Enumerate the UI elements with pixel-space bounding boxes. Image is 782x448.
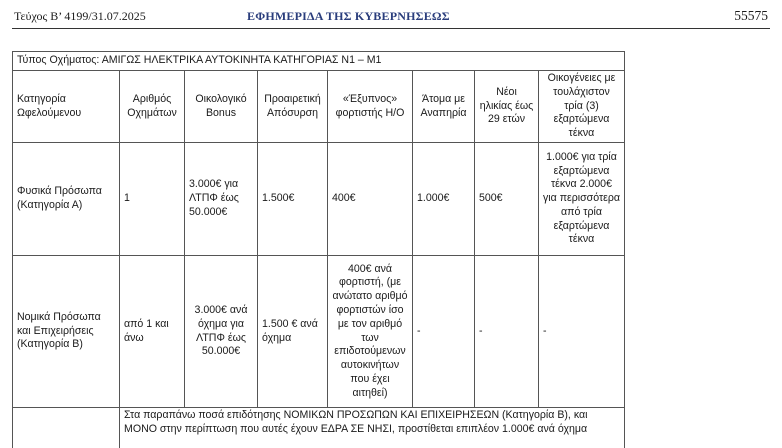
note-line: ΜΟΝΟ στην περίπτωση που αυτές έχουν ΕΔΡΑ ΣΕ ΝΗΣΙ, προστίθεται επιπλέον 1.000€ ανά όχημα <box>124 422 588 435</box>
charger-cell: 400€ <box>328 143 413 256</box>
subsidy-table <box>12 51 625 448</box>
table-row <box>13 143 625 256</box>
charger-cell: 400€ ανά φορτιστή, (με ανώτατο αριθμό φορτιστών ίσο με τον αριθμό των επιδοτούμενων αυτοκινήτων που έχει αιτηθεί) <box>328 256 413 408</box>
disability-cell: 1.000€ <box>413 143 475 256</box>
vehicles-cell: από 1 και άνω <box>120 256 185 408</box>
scrappage-cell: 1.500 € ανά όχημα <box>258 256 328 408</box>
note-row <box>13 408 625 448</box>
scrappage-cell: 1.500€ <box>258 143 328 256</box>
disability-cell: - <box>413 256 475 408</box>
bonus-cell: 3.000€ ανά όχημα για ΛΤΠΦ έως 50.000€ <box>185 256 258 408</box>
page-number: 55575 <box>734 8 768 23</box>
header-rule <box>12 28 770 29</box>
column-header: Προαιρετική Απόσυρση <box>258 71 328 143</box>
table-title: Τύπος Οχήματος: ΑΜΙΓΩΣ ΗΛΕΚΤΡΙΚΑ ΑΥΤΟΚΙΝΗΤΑ ΚΑΤΗΓΟΡΙΑΣ Ν1 – Μ1 <box>13 52 625 71</box>
category-cell: Νομικά Πρόσωπα και Επιχειρήσεις (Κατηγορία Β) <box>13 256 120 408</box>
vehicles-cell: 1 <box>120 143 185 256</box>
column-header: Αριθμός Οχημάτων <box>120 71 185 143</box>
column-header: Κατηγορία Ωφελούμενου <box>13 71 120 143</box>
families-cell: - <box>539 256 625 408</box>
youth-cell: 500€ <box>475 143 539 256</box>
note-cell <box>120 408 625 448</box>
gazette-title: ΕΦΗΜΕΡΙΔΑ ΤΗΣ ΚΥΒΕΡΝΗΣΕΩΣ <box>247 9 450 23</box>
issue-reference: Τεύχος Β’ 4199/31.07.2025 <box>14 9 146 23</box>
page-header <box>0 0 782 30</box>
category-cell: Φυσικά Πρόσωπα (Κατηγορία Α) <box>13 143 120 256</box>
families-cell: 1.000€ για τρία εξαρτώμενα τέκνα 2.000€ για περισσότερα από τρία εξαρτώμενα τέκνα <box>539 143 625 256</box>
table-row <box>13 256 625 408</box>
bonus-cell: 3.000€ για ΛΤΠΦ έως 50.000€ <box>185 143 258 256</box>
column-header: «Έξυπνος» φορτιστής Η/Ο <box>328 71 413 143</box>
column-header: Νέοι ηλικίας έως 29 ετών <box>475 71 539 143</box>
column-header: Οικολογικό Bonus <box>185 71 258 143</box>
table-header-row <box>13 71 625 143</box>
youth-cell: - <box>475 256 539 408</box>
column-header: Άτομα με Αναπηρία <box>413 71 475 143</box>
note-line: Στα παραπάνω ποσά επιδότησης ΝΟΜΙΚΩΝ ΠΡΟΣΩΠΩΝ ΚΑΙ ΕΠΙΧΕΙΡΗΣΕΩΝ (Κατηγορία Β), και <box>124 409 588 421</box>
column-header: Οικογένειες με τουλάχιστον τρία (3) εξαρτώμενα τέκνα <box>539 71 625 143</box>
